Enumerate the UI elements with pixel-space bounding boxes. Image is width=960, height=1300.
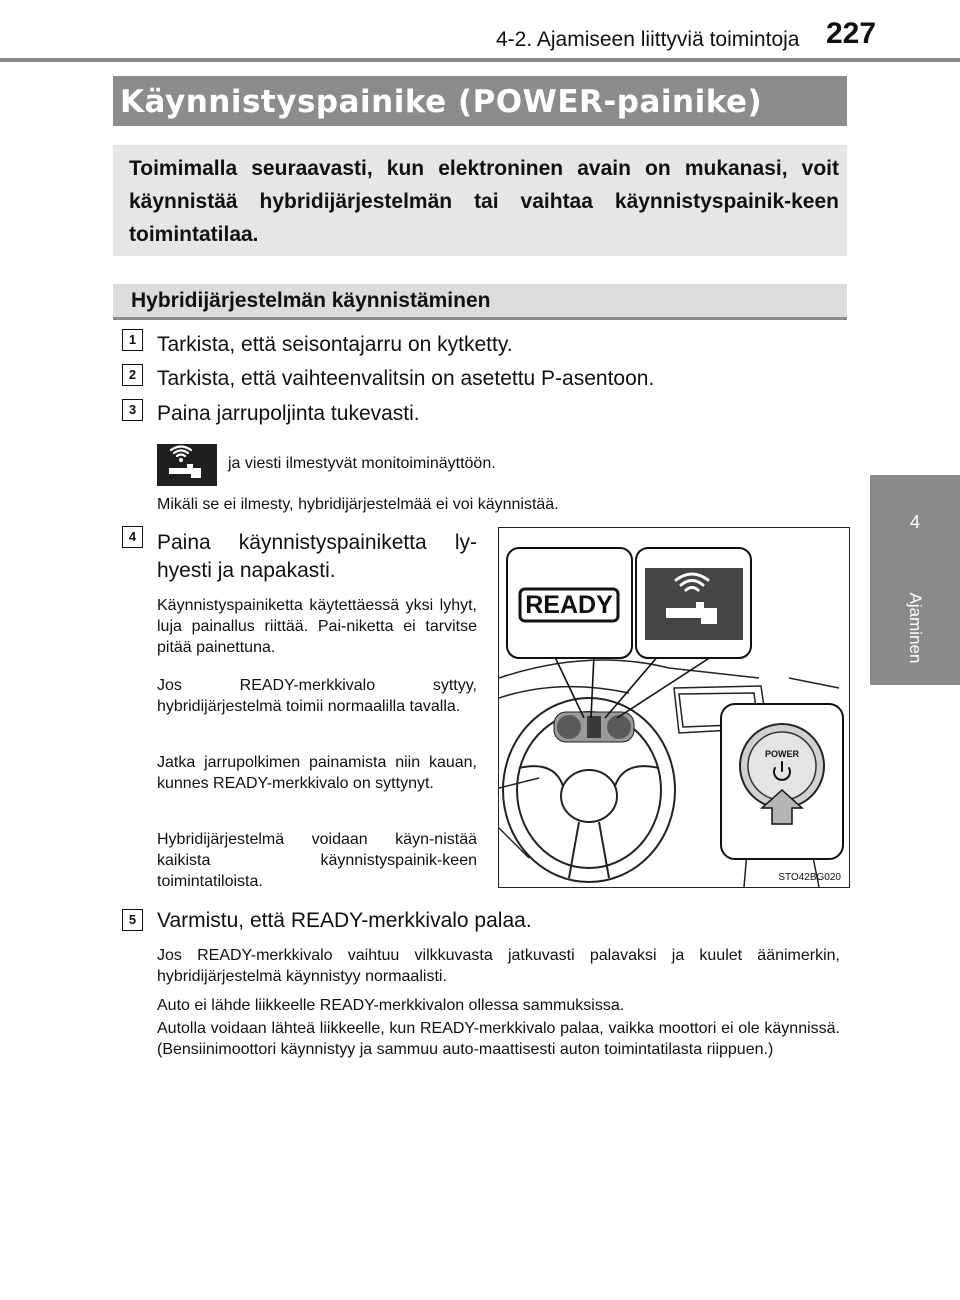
illustration-code: STO42BG020 xyxy=(778,872,841,883)
step-5-note-2: Auto ei lähde liikkeelle READY-merkkivalon ollessa sammuksissa. xyxy=(157,997,625,1014)
step-4-note-1: Käynnistyspainiketta käytettäessä yksi lyhyt, luja painallus riittää. Pai-niketta ei tarvitse pitää painettuna. xyxy=(157,597,477,656)
subheading: Hybridijärjestelmän käynnistäminen xyxy=(131,289,491,312)
step-4-text: Paina käynnistyspainiketta ly-hyesti ja napakasti. xyxy=(157,531,477,582)
indicator-caption: ja viesti ilmestyvät monitoiminäyttöön. xyxy=(228,455,496,472)
step-number-2: 2 xyxy=(122,364,143,386)
step-4-note-2: Jos READY-merkkivalo syttyy, hybridijärjestelmä toimii normaalilla tavalla. xyxy=(157,677,477,715)
hybrid-start-indicator-icon xyxy=(157,444,217,486)
step-5-text: Varmistu, että READY-merkkivalo palaa. xyxy=(157,909,532,932)
chapter-tab-label: Ajaminen xyxy=(906,592,925,664)
step-number-4: 4 xyxy=(122,526,143,548)
chapter-tab-number: 4 xyxy=(909,512,920,532)
step-4-note-4: Hybridijärjestelmä voidaan käyn-nistää kaikista käynnistyspainik-keen toimintatiloista. xyxy=(157,831,477,890)
header-rule xyxy=(0,58,960,62)
intro-text: Toimimalla seuraavasti, kun elektroninen avain on mukanasi, voit käynnistää hybridijärjestelmän tai vaihtaa käynnistyspainik-keen toimintatilaa. xyxy=(129,157,839,246)
step-3-note: Mikäli se ei ilmesty, hybridijärjestelmää ei voi käynnistää. xyxy=(157,496,559,513)
page-title: Käynnistyspainike (POWER-painike) xyxy=(120,84,763,120)
step-4-note-3: Jatka jarrupolkimen painamista niin kauan, kunnes READY-merkkivalo on syttynyt. xyxy=(157,754,477,792)
page-number: 227 xyxy=(826,17,877,50)
step-number-1: 1 xyxy=(122,329,143,351)
section-label: 4-2. Ajamiseen liittyviä toimintoja xyxy=(496,28,800,51)
step-3-text: Paina jarrupoljinta tukevasti. xyxy=(157,402,420,425)
step-5-note-1: Jos READY-merkkivalo vaihtuu vilkkuvasta jatkuvasti palavaksi ja kuulet äänimerkin, hybridijärjestelmä käynnistyy normaalisti. xyxy=(157,947,840,985)
step-2-text: Tarkista, että vaihteenvalitsin on asetettu P-asentoon. xyxy=(157,367,655,390)
ready-label: READY xyxy=(525,591,613,619)
step-number-3: 3 xyxy=(122,399,143,421)
power-label: POWER xyxy=(764,749,800,759)
dashboard-illustration xyxy=(498,527,850,888)
step-1-text: Tarkista, että seisontajarru on kytketty. xyxy=(157,333,513,356)
step-5-note-3: Autolla voidaan lähteä liikkeelle, kun READY-merkkivalo palaa, vaikka moottori ei ole käynnissä. (Bensiinimoottori käynnistyy ja sammuu auto-maattisesti auton toimintatilasta riippuen.) xyxy=(157,1020,840,1058)
step-number-5: 5 xyxy=(122,909,143,931)
